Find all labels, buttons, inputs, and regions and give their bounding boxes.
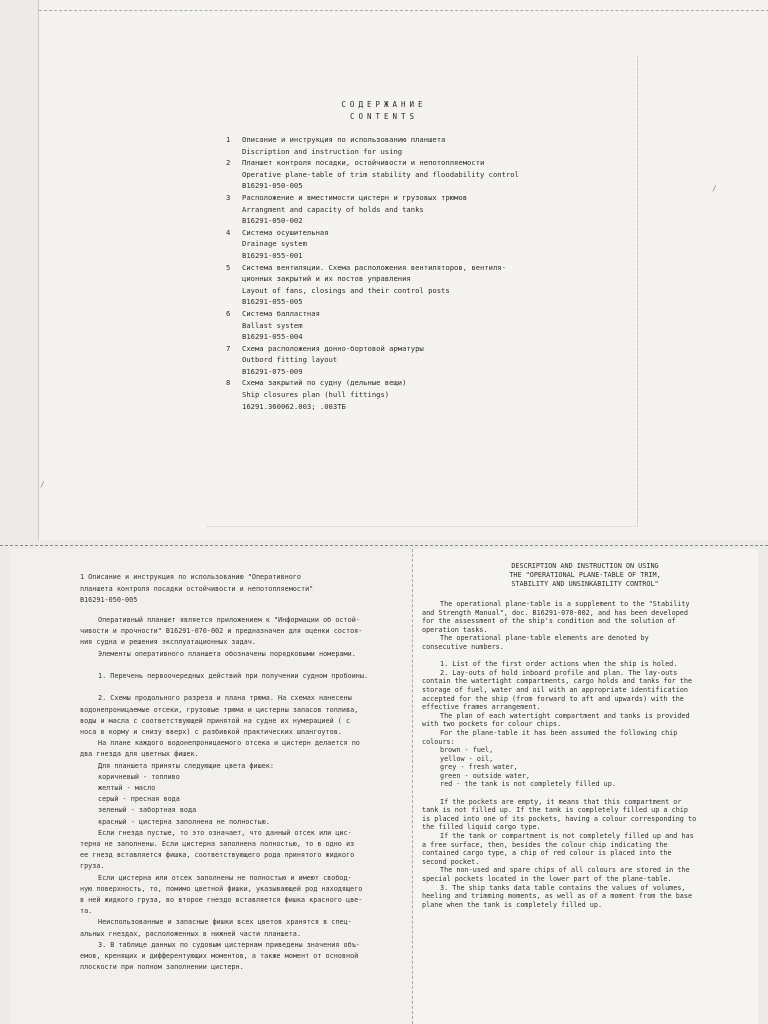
contents-item-line: B16291-055-004 [242, 332, 303, 342]
text-line: носа в корму и снизу вверх) с разбивкой практических шпангоутов. [80, 728, 342, 737]
contents-item-number: 7 [226, 343, 231, 353]
contents-item [226, 343, 586, 378]
contents-item-line: Система вентиляции. Схема расположения вентиляторов, вентиля- [242, 262, 506, 272]
contents-item-line: Outbord fitting layout [242, 355, 338, 365]
contents-item-number: 1 [226, 135, 231, 144]
contents-item-number: 4 [226, 227, 231, 237]
text-line: плоскости при полном заполнении цистерн. [80, 963, 244, 972]
text-line: brown - fuel, [440, 746, 494, 755]
text-line: серый - пресная вода [98, 795, 180, 804]
text-line: yellow - oil, [440, 754, 494, 763]
text-line: 3. The ship tanks data table contains the values of volumes, [440, 883, 686, 892]
contents-item-number: 2 [226, 158, 231, 168]
text-line: effective frames arrangement. [422, 703, 541, 712]
text-line: consecutive numbers. [422, 642, 504, 651]
text-line: Оперативный планшет является приложением к "Информации об остой- [98, 616, 360, 624]
text-line: The operational plane-table elements are denoted by [440, 634, 649, 643]
text-line: красный - цистерна заполнена не полностью. [98, 817, 270, 826]
text-line: ную поверхность, то, помимо цветной фишки, указывающей род находящего [80, 884, 363, 893]
contents-item-line: Схема закрытий по судну (дельные вещи) [242, 378, 407, 388]
text-line [422, 789, 760, 798]
text-line: ния судна и решения эксплуатационных задач. [80, 638, 256, 647]
contents-item-line: ционных закрытий и их постов управления [242, 274, 411, 284]
contents-item-line: Расположение и вместимости цистерн и грузовых трюмов [242, 192, 468, 202]
page-edge-line [39, 10, 768, 11]
text-line: green - outside water, [440, 771, 531, 780]
contents-item-line: Схема расположения донно-бортовой арматуры [242, 343, 424, 353]
text-line: 3. В таблице данных по судовым цистернам приведены значения объ- [98, 940, 360, 949]
contents-item-line: B16291-055-001 [242, 250, 303, 260]
russian-text [80, 615, 410, 974]
text-line: Элементы оперативного планшета обозначены порядковыми номерами. [98, 649, 356, 658]
text-line: Если цистерна или отсек заполнены не полностью и имеют свобод- [98, 873, 352, 882]
contents-item [226, 157, 586, 192]
text-line: два гнезда для цветных фишек. [80, 750, 199, 759]
contents-item-line: Система осушительная [242, 227, 329, 237]
contents-item-number: 5 [226, 262, 231, 272]
text-line: Для планшета приняты следующие цвета фишек: [98, 761, 274, 770]
text-line: зеленый - забортная вода [98, 806, 197, 815]
text-line: plane when the tank is completely filled up. [422, 900, 603, 909]
text-line: colours: [422, 737, 455, 746]
text-line: та. [80, 907, 93, 916]
text-line: grey - fresh water, [440, 763, 518, 772]
text-line: If the tank or compartment is not completely filled up and has [440, 832, 694, 841]
text-line: If the pockets are empty, it means that this compartment or [440, 797, 682, 806]
heading-line: 1 Описание и инструкция по использованию "Оперативного [80, 573, 301, 581]
text-line [422, 652, 760, 661]
text-line: contained cargo type, a chip of red colour is placed into the [422, 849, 672, 858]
text-line: red - the tank is not completely filled up. [440, 780, 616, 789]
contents-item-line: B16291-055-005 [242, 297, 303, 307]
contents-title-en: CONTENTS [349, 112, 419, 121]
scan-mark: / [40, 480, 45, 489]
text-line: Неиспользованные и запасные фишки всех цветов хранятся в спец- [98, 918, 352, 927]
contents-item-line: Описание и инструкция по использованию планшета [242, 135, 446, 144]
contents-item-line: B16291-050-002 [242, 216, 303, 226]
text-line: альных гнездах, расположенных в нижней части планшета. [80, 929, 301, 938]
contents-list [226, 134, 586, 412]
russian-heading [80, 572, 400, 607]
text-line: accepted for the ship (from forward to aft and upwards) with the [422, 694, 684, 703]
contents-title-ru: СОДЕРЖАНИЕ [341, 100, 427, 109]
text-line: The operational plane-table is a supplement to the "Stability [440, 600, 690, 608]
text-line: For the plane-table it has been assumed the following chip [440, 728, 678, 737]
contents-item-line: Layout of fans, closings and their control posts [242, 285, 450, 295]
text-line: водонепроницаемые отсеки, грузовые трюма и цистерны запасов топлива, [80, 705, 359, 714]
contents-item-line: Ship closures plan (hull fittings) [242, 390, 390, 400]
text-line: the filled liquid cargo type. [422, 823, 541, 832]
contents-item-number: 3 [226, 192, 231, 202]
text-line: 1. List of the first order actions when the ship is holed. [440, 660, 678, 669]
heading-line: планшета контроля посадки остойчивости и непотопляемости" [80, 584, 314, 593]
contents-item [226, 134, 586, 157]
text-line: ее гнезд вставляется фишка, соответствующего рода принятого жидкого [80, 851, 355, 860]
text-line: for the assessment of the ship's condition and the solution of [422, 617, 676, 626]
contents-item-line: Discription and instruction for using [242, 146, 403, 156]
text-line: storage of fuel, water and oil with an appropriate identification [422, 685, 688, 694]
contents-item [226, 192, 586, 227]
text-line: воды и масла с соответствующей принятой на судне их нумерацией ( с [80, 716, 351, 725]
text-line: with two pockets for colour chips. [422, 720, 562, 729]
contents-item [226, 308, 586, 343]
contents-item-number: 8 [226, 378, 231, 388]
text-line: емов, кренящих и дифферентующих моментов, а также момент от основной [80, 952, 359, 961]
contents-item-line: Ballast system [242, 320, 303, 330]
text-line: and Strength Manual", doc. B16291-070-002, and has been developed [422, 608, 688, 617]
contents-item-line: B16291-075-009 [242, 366, 303, 376]
text-line [80, 682, 410, 693]
contents-item-line: B16291-050-005 [242, 181, 303, 191]
contents-item-line: Система балластная [242, 308, 320, 318]
page-divider [0, 545, 768, 546]
text-line: в ней жидкого груза, во второе гнездо вставляется фишка красного цве- [80, 896, 363, 905]
contents-item-line: Operative plane-table of trim stability and floodability control [242, 169, 519, 179]
text-line: heeling and trimming moments, as well as of a moment from the base [422, 892, 693, 901]
text-line: special pockets located in the lower part of the plane-table. [422, 875, 672, 883]
heading-line: THE "OPERATIONAL PLANE-TABLE OF TRIM, [509, 571, 661, 579]
scan-mark: / [712, 184, 717, 193]
text-line: The plan of each watertight compartment and tanks is provided [440, 711, 690, 720]
contents-item-line: Arrangment and capacity of holds and tanks [242, 204, 424, 214]
heading-line: DESCRIPTION AND INSTRUCTION ON USING [511, 562, 659, 570]
contents-item [226, 377, 586, 412]
contents-item [226, 227, 586, 262]
english-text [422, 600, 760, 909]
text-line: a free surface, then, besides the colour chip indicating the [422, 840, 668, 849]
contents-item-line: Drainage system [242, 239, 307, 249]
heading-line: B16291-050-005 [80, 596, 138, 604]
text-line: 2. Схемы продольного разреза и плана трюма. На схемах нанесены [98, 694, 352, 703]
text-line: contain the watertight compartments, cargo holds and tanks for the [422, 677, 693, 686]
text-line: 1. Перечень первоочередных действий при получении судном пробоины. [98, 672, 369, 681]
text-line: is placed into one of its pockets, having a colour corresponding to [422, 814, 697, 823]
text-line: 2. Lay-outs of hold inboard profile and plan. The lay-outs [440, 668, 678, 677]
text-line: груза. [80, 862, 105, 871]
text-line: терна не заполнены. Если цистерна заполнена полностью, то в одно из [80, 840, 355, 849]
text-line: На плане каждого водонепроницаемого отсека и цистерн делается по [98, 739, 360, 748]
contents-item-line: Планшет контроля посадки, остойчивости и непотопляемости [242, 158, 485, 168]
text-line: operation tasks. [422, 625, 488, 634]
contents-item [226, 262, 586, 308]
contents-item-number: 6 [226, 308, 231, 318]
text-line: tank is not filled up. If the tank is completely filled up a chip [422, 806, 688, 815]
text-line: желтый - масло [98, 784, 156, 793]
heading-line: STABILITY AND UNSINKABILITY CONTROL" [511, 580, 659, 588]
text-line: Если гнезда пустые, то это означает, что данный отсек или цис- [98, 828, 352, 837]
english-heading [470, 562, 700, 589]
text-line: second pocket. [422, 857, 480, 866]
text-line: The non-used and spare chips of all colours are stored in the [440, 866, 690, 875]
contents-item-line: 16291.360062.003; .003ТБ [242, 401, 346, 411]
text-line: коричневый - топливо [98, 772, 180, 781]
text-line [80, 660, 410, 671]
text-line: чивости и прочности" B16291-070-002 и предназначен для оценки состоя- [80, 627, 363, 636]
